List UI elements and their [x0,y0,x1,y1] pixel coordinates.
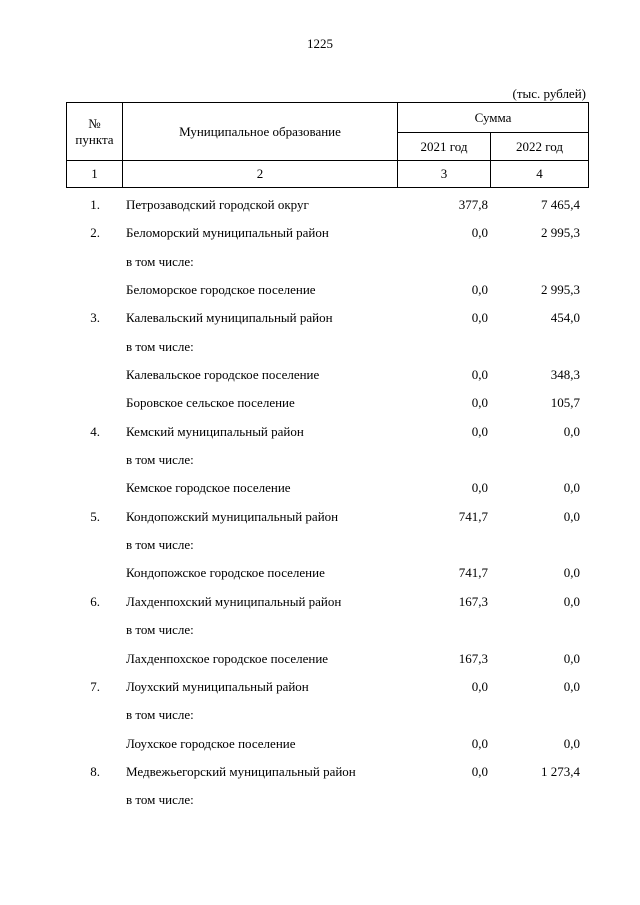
header-year-2021: 2021 год [398,133,491,161]
header-index-1: 1 [67,161,123,188]
value-2022: 0,0 [563,480,580,496]
table-row [66,360,588,388]
value-2021: 741,7 [458,565,488,581]
value-2021: 167,3 [458,593,488,609]
municipality-name: Кемский муниципальный район [126,423,304,439]
value-2022: 2 995,3 [541,225,580,241]
page-number: 1225 [307,36,333,51]
table-row [66,417,588,445]
table-row [66,218,588,246]
value-2021: 0,0 [471,763,488,779]
municipality-name: Боровское сельское поселение [126,395,295,411]
value-2021: 377,8 [458,197,488,212]
value-2022: 0,0 [563,423,580,439]
value-2022: 0,0 [563,593,580,609]
municipality-name: Лахденпохский муниципальный район [126,593,342,609]
municipality-name: Беломорский муниципальный район [126,225,329,241]
table-row [66,445,588,473]
municipality-name: Калевальское городское поселение [126,367,320,383]
value-2022: 7 465,4 [541,197,580,212]
table-row [66,729,588,757]
row-number: 8. [90,763,100,779]
header-index-2: 2 [123,161,398,188]
table-row [66,757,588,785]
value-2022: 0,0 [563,508,580,524]
table-row [66,388,588,416]
value-2022: 0,0 [563,678,580,694]
value-2021: 0,0 [471,310,488,326]
value-2021: 0,0 [471,367,488,383]
row-number: 2. [90,225,100,241]
header-index-3: 3 [398,161,491,188]
table-row [66,530,588,558]
value-2021: 0,0 [471,735,488,751]
value-2021: 0,0 [471,225,488,241]
value-2021: 0,0 [471,395,488,411]
units-note: (тыс. рублей) [512,86,586,101]
municipality-name: Калевальский муниципальный район [126,310,333,326]
municipality-name: в том числе: [126,537,194,553]
table-row [66,275,588,303]
municipality-name: в том числе: [126,452,194,468]
header-number-cell [67,103,123,161]
table-row [66,332,588,360]
table-row [66,672,588,700]
value-2021: 167,3 [458,650,488,666]
header-sum: Сумма [398,103,589,133]
header-index-4: 4 [491,161,589,188]
value-2022: 348,3 [550,367,580,383]
table-body [66,190,588,814]
value-2022: 454,0 [550,310,580,326]
header-number-label: пункта [75,131,114,147]
value-2021: 0,0 [471,282,488,298]
table-row [66,558,588,586]
value-2021: 0,0 [471,480,488,496]
municipality-name: Лоухское городское поселение [126,735,296,751]
value-2022: 0,0 [563,735,580,751]
row-number: 7. [90,678,100,694]
table-row [66,644,588,672]
header-year-2022: 2022 год [491,133,589,161]
municipality-name: в том числе: [126,253,194,269]
municipality-name: Петрозаводский городской округ [126,197,309,212]
value-2022: 105,7 [550,395,580,411]
municipality-name: в том числе: [126,707,194,723]
value-2021: 0,0 [471,423,488,439]
municipality-name: Лахденпохское городское поселение [126,650,329,666]
municipality-name: в том числе: [126,792,194,808]
row-number: 4. [90,423,100,439]
row-number: 6. [90,593,100,609]
value-2021: 0,0 [471,678,488,694]
table-row [66,700,588,728]
municipality-name: Кемское городское поселение [126,480,291,496]
table-header [66,102,589,188]
table-row [66,587,588,615]
table-row [66,247,588,275]
row-number: 3. [90,310,100,326]
row-number: 5. [90,508,100,524]
municipality-name: Медвежьегорский муниципальный район [126,763,356,779]
municipality-name: Лоухский муниципальный район [126,678,309,694]
header-number-symbol: № [88,115,101,131]
municipality-name: в том числе: [126,622,194,638]
table-row [66,303,588,331]
municipality-name: Кондопожский муниципальный район [126,508,339,524]
row-number: 1. [90,197,100,212]
municipality-name: в том числе: [126,338,194,354]
header-municipality: Муниципальное образование [123,103,398,161]
municipality-name: Беломорское городское поселение [126,282,316,298]
municipality-name: Кондопожское городское поселение [126,565,325,581]
table-row [66,785,588,813]
value-2022: 2 995,3 [541,282,580,298]
table-row [66,473,588,501]
table-row [66,615,588,643]
value-2021: 741,7 [458,508,488,524]
value-2022: 0,0 [563,650,580,666]
value-2022: 1 273,4 [541,763,580,779]
value-2022: 0,0 [563,565,580,581]
table-row [66,190,588,218]
table-row [66,502,588,530]
